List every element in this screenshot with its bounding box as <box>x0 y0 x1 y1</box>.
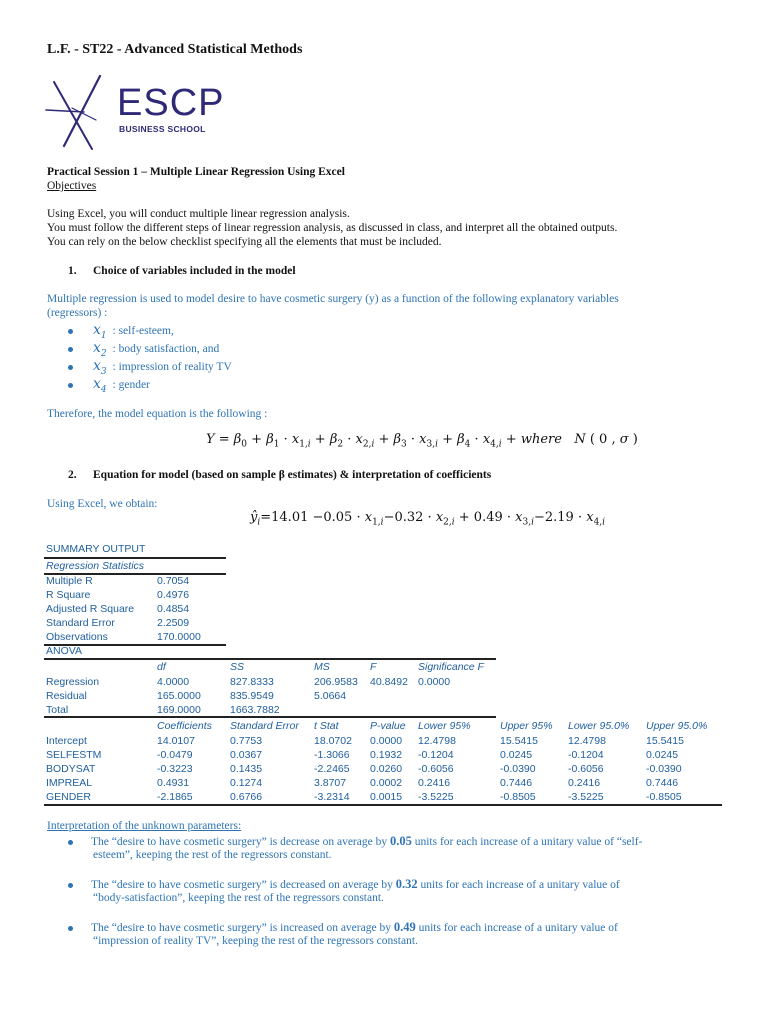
table-cell: t Stat <box>314 720 339 732</box>
interpretation-text: The “desire to have cosmetic surgery” is increased on average by <box>91 922 394 934</box>
table-cell: 0.1435 <box>230 763 263 775</box>
escp-star-icon <box>44 74 104 154</box>
regression-statistics-title: Regression Statistics <box>46 560 145 572</box>
interpretation-text: units for each increase of a unitary value of <box>417 879 620 891</box>
variable-label: : self-esteem, <box>109 325 174 337</box>
section1-heading: Choice of variables included in the model <box>93 265 296 277</box>
table-cell: -0.0479 <box>157 749 193 761</box>
table-cell: 1663.7882 <box>230 704 280 716</box>
escp-logo <box>44 74 224 154</box>
section1-number: 1. <box>68 265 77 277</box>
table-cell: 0.1274 <box>230 777 263 789</box>
table-cell: SELFESTM <box>46 749 102 761</box>
intro-line: You must follow the different steps of linear regression analysis, as discussed in class, and interpret all the obtained outputs. <box>47 222 618 234</box>
table-cell: -2.1865 <box>157 791 193 803</box>
table-cell: Standard Error <box>230 720 299 732</box>
table-cell: Upper 95.0% <box>646 720 708 732</box>
variable-subscript: 4 <box>100 384 107 395</box>
table-cell: -0.6056 <box>568 763 604 775</box>
table-cell: 0.2416 <box>418 777 451 789</box>
variable-label: : body satisfaction, and <box>109 343 220 355</box>
fitted-equation: $ŷ_i=14.01 -0.05 \cdot x_{1,i}-0.32 \cdot x_{2,i} + 0.49 \cdot x_{3,i}-2.19 \cdot x_{4,i}$ <box>250 510 606 528</box>
interpretation-text: The “desire to have cosmetic surgery” is decrease on average by <box>91 836 390 848</box>
table-cell: 0.0245 <box>646 749 679 761</box>
table-cell: 0.4976 <box>157 589 190 601</box>
table-cell: 835.9549 <box>230 690 274 702</box>
table-cell: 12.4798 <box>418 735 456 747</box>
section2-heading: Equation for model (based on sample β estimates) & interpretation of coefficients <box>93 469 492 481</box>
table-cell: 18.0702 <box>314 735 352 747</box>
section1-text: Multiple regression is used to model desire to have cosmetic surgery (y) as a function of the following explanatory variables <box>47 293 619 305</box>
table-cell: 40.8492 <box>370 676 408 688</box>
table-cell: 0.7753 <box>230 735 263 747</box>
table-cell: SS <box>230 661 245 673</box>
interpretation-value: 0.32 <box>395 877 418 891</box>
logo-wordmark: ESCP <box>117 82 225 124</box>
interpretation-text-cont: “impression of reality TV”, keeping the rest of the regressors constant. <box>93 935 418 947</box>
table-cell: MS <box>314 661 330 673</box>
table-cell: R Square <box>46 589 91 601</box>
table-cell: -0.1204 <box>568 749 604 761</box>
table-cell: 0.0002 <box>370 777 403 789</box>
table-cell: 4.0000 <box>157 676 190 688</box>
table-cell: -3.2314 <box>314 791 350 803</box>
table-cell: Lower 95.0% <box>568 720 630 732</box>
variable-item <box>68 358 232 377</box>
interpretation-item <box>68 834 642 849</box>
table-cell: Lower 95% <box>418 720 471 732</box>
table-cell: Intercept <box>46 735 87 747</box>
interpretation-text-cont: esteem”, keeping the rest of the regressors constant. <box>93 849 332 861</box>
table-cell: Regression <box>46 676 100 688</box>
variable-symbol: $x_1$ <box>93 322 107 341</box>
table-cell: 0.7054 <box>157 575 190 587</box>
variable-subscript: 2 <box>100 348 107 359</box>
objectives-heading: Objectives <box>47 180 97 192</box>
table-divider <box>44 716 496 718</box>
bullet-icon <box>68 840 73 845</box>
intro-line: Using Excel, you will conduct multiple linear regression analysis. <box>47 208 350 220</box>
table-cell: 0.6766 <box>230 791 263 803</box>
table-cell: Adjusted R Square <box>46 603 135 615</box>
table-cell: -0.3223 <box>157 763 193 775</box>
interpretation-value: 0.05 <box>389 834 412 848</box>
table-cell: 169.0000 <box>157 704 201 716</box>
table-cell: 0.7446 <box>500 777 533 789</box>
table-cell: Total <box>46 704 69 716</box>
table-cell: 0.1932 <box>370 749 403 761</box>
variable-subscript: 1 <box>100 330 107 341</box>
table-cell: 12.4798 <box>568 735 606 747</box>
table-cell: -0.8505 <box>500 791 536 803</box>
interpretation-text: units for each increase of a unitary value of <box>415 922 618 934</box>
table-cell: 165.0000 <box>157 690 201 702</box>
document-title: L.F. - ST22 - Advanced Statistical Methods <box>47 42 303 57</box>
table-cell: 0.0260 <box>370 763 403 775</box>
interpretation-value: 0.49 <box>393 920 416 934</box>
variable-item <box>68 340 219 359</box>
interpretation-text-cont: “body-satisfaction”, keeping the rest of the regressors constant. <box>93 892 384 904</box>
variable-subscript: 3 <box>100 366 107 377</box>
table-cell: 14.0107 <box>157 735 195 747</box>
table-cell: 0.0367 <box>230 749 263 761</box>
interpretation-heading: Interpretation of the unknown parameters: <box>47 820 242 832</box>
table-cell: 3.8707 <box>314 777 347 789</box>
table-cell: 0.0245 <box>500 749 533 761</box>
table-cell: -0.1204 <box>418 749 454 761</box>
table-cell: 206.9583 <box>314 676 358 688</box>
table-cell: Standard Error <box>46 617 115 629</box>
table-cell: 0.2416 <box>568 777 601 789</box>
table-cell: 0.0015 <box>370 791 403 803</box>
table-cell: 170.0000 <box>157 631 201 643</box>
variable-item <box>68 322 174 341</box>
therefore-text: Therefore, the model equation is the following : <box>47 408 268 420</box>
table-cell: -0.8505 <box>646 791 682 803</box>
table-cell: -0.0390 <box>646 763 682 775</box>
table-cell: 15.5415 <box>646 735 684 747</box>
variable-symbol: $x_2$ <box>93 340 107 359</box>
table-cell: -3.5225 <box>568 791 604 803</box>
session-title: Practical Session 1 – Multiple Linear Regression Using Excel <box>47 166 345 178</box>
table-cell: 5.0664 <box>314 690 347 702</box>
summary-output-title: SUMMARY OUTPUT <box>46 543 146 555</box>
table-cell: Residual <box>46 690 87 702</box>
model-equation: $Y = \beta_0 + \beta_1 \cdot x_{1,i} + \beta_2 \cdot x_{2,i} + \beta_3 \cdot x_{3,i} + \beta_4 \cdot x_{4,i}$ + where N ( 0 , σ ) <box>206 432 638 450</box>
table-cell: 2.2509 <box>157 617 190 629</box>
table-cell: 0.0000 <box>418 676 451 688</box>
variable-symbol: $x_3$ <box>93 358 107 377</box>
table-cell: Upper 95% <box>500 720 553 732</box>
interpretation-text: units for each increase of a unitary value of “self- <box>411 836 643 848</box>
table-cell: 15.5415 <box>500 735 538 747</box>
variable-symbol: $x_4$ <box>93 376 107 395</box>
table-cell: BODYSAT <box>46 763 96 775</box>
section2-number: 2. <box>68 469 77 481</box>
table-cell: 0.7446 <box>646 777 679 789</box>
interpretation-text: The “desire to have cosmetic surgery” is decreased on average by <box>91 879 396 891</box>
table-cell: 0.4854 <box>157 603 190 615</box>
table-cell: -0.6056 <box>418 763 454 775</box>
variable-label: : gender <box>109 379 150 391</box>
table-cell: F <box>370 661 377 673</box>
table-cell: -2.2465 <box>314 763 350 775</box>
bullet-icon <box>68 383 73 388</box>
table-cell: GENDER <box>46 791 91 803</box>
table-cell: Multiple R <box>46 575 93 587</box>
variable-label: : impression of reality TV <box>109 361 232 373</box>
anova-title: ANOVA <box>46 645 82 657</box>
table-cell: Coefficients <box>157 720 212 732</box>
bullet-icon <box>68 329 73 334</box>
table-divider <box>44 804 722 806</box>
table-cell: -0.0390 <box>500 763 536 775</box>
section1-text: (regressors) : <box>47 307 108 319</box>
logo-subtitle: BUSINESS SCHOOL <box>119 124 206 134</box>
table-cell: -3.5225 <box>418 791 454 803</box>
table-cell: -1.3066 <box>314 749 350 761</box>
interpretation-item <box>68 920 618 935</box>
table-cell: Significance F <box>418 661 484 673</box>
interpretation-item <box>68 877 620 892</box>
table-cell: Observations <box>46 631 108 643</box>
table-cell: 0.0000 <box>370 735 403 747</box>
table-cell: 827.8333 <box>230 676 274 688</box>
table-cell: IMPREAL <box>46 777 93 789</box>
bullet-icon <box>68 883 73 888</box>
intro-line: You can rely on the below checklist specifying all the elements that must be included. <box>47 236 442 248</box>
using-excel-text: Using Excel, we obtain: <box>47 498 158 510</box>
bullet-icon <box>68 365 73 370</box>
table-cell: df <box>157 661 166 673</box>
variable-item <box>68 376 150 395</box>
bullet-icon <box>68 926 73 931</box>
bullet-icon <box>68 347 73 352</box>
table-cell: 0.4931 <box>157 777 190 789</box>
table-cell: P-value <box>370 720 406 732</box>
